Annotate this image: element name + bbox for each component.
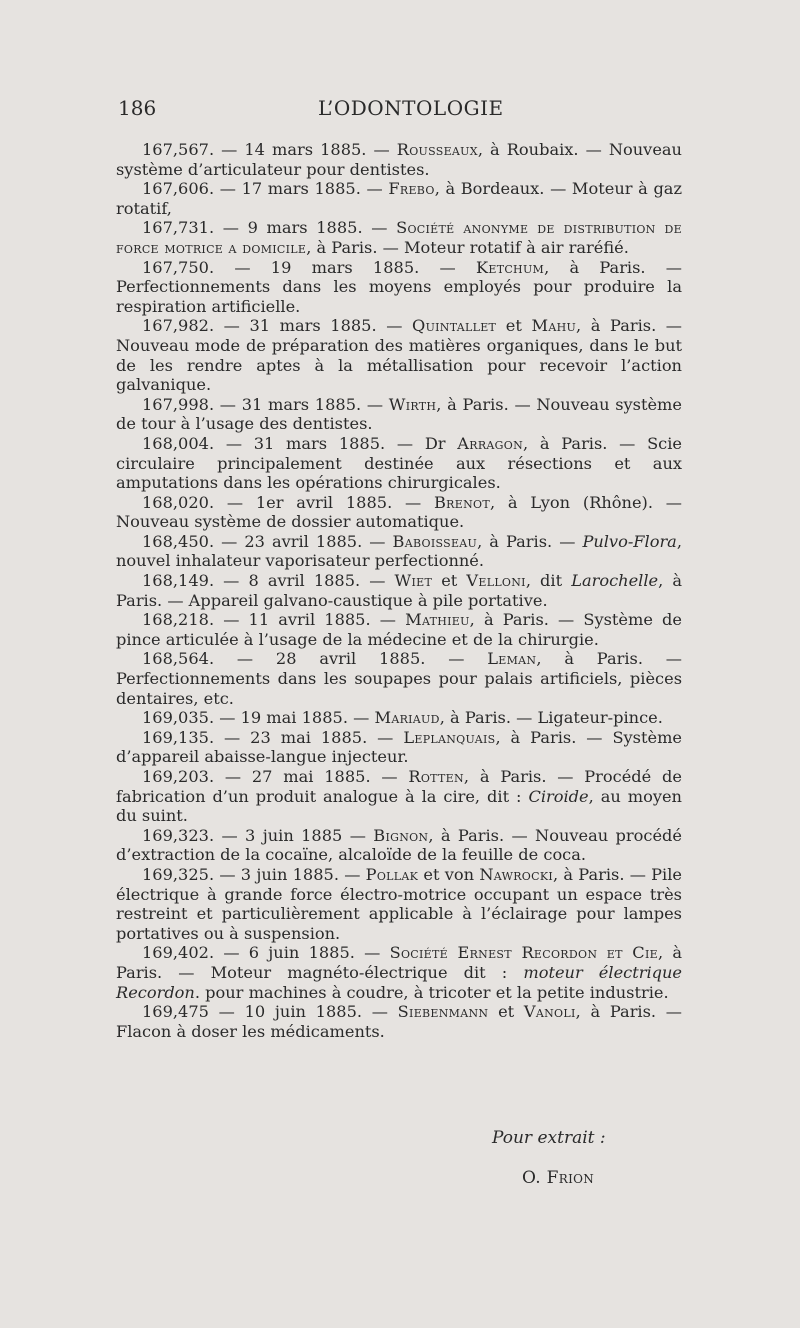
patent-entry: 167,567. — 14 mars 1885. — Rousseaux, à Roubaix. — Nouveau système d’articulateur pour dentistes. [116,140,682,179]
patent-entry: 168,218. — 11 avril 1885. — Mathieu, à Paris. — Système de pince articulée à l’usage de la médecine et de la chirurgie. [116,610,682,649]
patent-entry: 169,035. — 19 mai 1885. — Mariaud, à Paris. — Ligateur-pince. [142,708,663,728]
page-number: 186 [118,96,157,120]
patent-entry: 168,564. — 28 avril 1885. — Leman, à Paris. — Perfectionnements dans les soupapes pour palais artificiels, pièces dentaires, etc. [116,649,682,708]
patent-entry: 168,020. — 1er avril 1885. — Brenot, à Lyon (Rhône). — Nouveau système de dossier automatique. [116,492,682,532]
patent-entry: 169,325. — 3 juin 1885. — Pollak et von Nawrocki, à Paris. — Pile électrique à grande force électro-motrice occupant un espace très restreint et particulièrement applicable à l’éclairage pour lampes portatives ou à suspension. [116,864,682,943]
patent-entry: 168,149. — 8 avril 1885. — Wiet et Velloni, dit Larochelle, à Paris. — Appareil galvano-caustique à pile portative. [116,571,682,610]
running-title: L’ODONTOLOGIE [318,96,504,120]
patent-entry: 167,750. — 19 mars 1885. — Ketchum, à Paris. — Perfectionnements dans les moyens employés pour produire la respiration artificielle. [116,257,682,316]
patent-entry: 169,135. — 23 mai 1885. — Leplanquais, à Paris. — Système d’appareil abaisse-langue injecteur. [116,727,682,767]
extract-note: Pour extrait : [492,1128,606,1148]
patent-entry: 169,323. — 3 juin 1885 — Bignon, à Paris. — Nouveau procédé d’extraction de la cocaïne, alcaloïde de la feuille de coca. [116,825,682,865]
patent-entry: 167,731. — 9 mars 1885. — Société anonyme de distribution de force motrice a domicile, à Paris. — Moteur rotatif à air raréfié. [116,218,682,257]
patent-list [116,140,682,1041]
patent-entry: 168,450. — 23 avril 1885. — Baboisseau, à Paris. — Pulvo-Flora, nouvel inhalateur vaporisateur perfectionné. [116,531,682,571]
signature-block [492,1128,606,1188]
patent-entry: 169,402. — 6 juin 1885. — Société Ernest Recordon et Cie, à Paris. — Moteur magnéto-électrique dit : moteur électrique Recordon. pour machines à coudre, à tricoter et la petite industrie. [116,943,682,1002]
patent-entry: 167,982. — 31 mars 1885. — Quintallet et Mahu, à Paris. — Nouveau mode de préparation des matières organiques, dans le but de les rendre aptes à la métallisation pour recevoir l’action galvanique. [116,316,682,395]
page-header [118,96,678,126]
patent-entry: 169,475 — 10 juin 1885. — Siebenmann et Vanoli, à Paris. — Flacon à doser les médicaments. [116,1002,682,1041]
patent-entry: 168,004. — 31 mars 1885. — Dr Arragon, à Paris. — Scie circulaire principalement destinée aux résections et aux amputations dans les opérations chirurgicales. [116,433,682,493]
patent-entry: 167,606. — 17 mars 1885. — Frebo, à Bordeaux. — Moteur à gaz rotatif, [116,179,682,218]
patent-entry: 169,203. — 27 mai 1885. — Rotten, à Paris. — Procédé de fabrication d’un produit analogue à la cire, dit : Ciroide, au moyen du suint. [116,767,682,826]
author-name: O. Frion [522,1168,595,1188]
patent-entry: 167,998. — 31 mars 1885. — Wirth, à Paris. — Nouveau système de tour à l’usage des dentistes. [116,394,682,434]
